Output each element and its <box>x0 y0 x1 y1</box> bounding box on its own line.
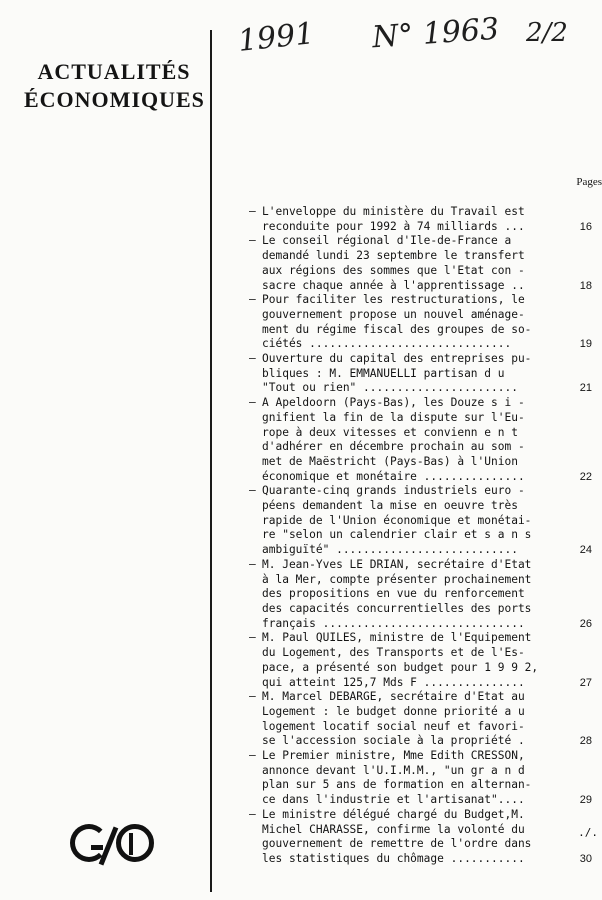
toc-entry-line: ambiguïté" ........................... <box>262 543 518 557</box>
toc-entry <box>249 807 592 867</box>
bullet-dash: – <box>249 234 256 248</box>
toc-entry <box>249 352 592 396</box>
toc-entry <box>249 557 592 632</box>
toc-entry-line: se l'accession sociale à la propriété . <box>262 734 525 748</box>
toc-page-number: 19 <box>579 338 592 351</box>
toc-entry <box>249 396 592 484</box>
toc-entry-line: L'enveloppe du ministère du Travail est <box>262 205 525 218</box>
handwritten-issue-number: N° 1963 <box>370 11 501 56</box>
bullet-dash: – <box>249 293 256 307</box>
toc-entry-line: économique et monétaire ............... <box>262 469 525 483</box>
toc-page-number: 27 <box>579 676 592 689</box>
toc-page-number: 26 <box>579 617 592 630</box>
toc-entry-line: annonce devant l'U.I.M.M., "un gr a n d <box>262 763 525 777</box>
toc-entry <box>249 484 592 558</box>
toc-entry-line: logement locatif social neuf et favori- <box>262 719 525 733</box>
toc-entry-line: aux régions des sommes que l'Etat con - <box>262 263 525 277</box>
publication-title <box>24 58 204 114</box>
gd-logo-icon <box>70 824 156 868</box>
toc-entry-line: demandé lundi 23 septembre le transfert <box>262 249 525 263</box>
toc-entry-line: ciétés .............................. <box>262 337 512 351</box>
toc-page-number: 24 <box>579 544 592 557</box>
toc-entry <box>249 234 592 293</box>
toc-entry <box>249 749 592 808</box>
bullet-dash: – <box>249 749 256 763</box>
toc-entry <box>249 690 592 749</box>
title-line-2: ÉCONOMIQUES <box>24 87 205 112</box>
toc-entry-line: rapide de l'Union économique et monétai- <box>262 513 532 527</box>
toc-entry-line: ce dans l'industrie et l'artisanat".... <box>262 793 525 807</box>
toc-entry-line: des propositions en vue du renforcement <box>262 587 525 601</box>
bullet-dash: – <box>249 557 256 571</box>
toc-entry-line: d'adhérer en décembre prochain au som - <box>262 440 525 454</box>
toc-entry-line: péens demandent la mise en oeuvre très <box>262 499 518 513</box>
toc-entry-line: du Logement, des Transports et de l'Es- <box>262 646 525 660</box>
toc-entry-line: à la Mer, compte présenter prochainement <box>262 572 532 586</box>
toc-entry-line: Le conseil régional d'Ile-de-France a <box>262 234 512 248</box>
toc-entry-line: "Tout ou rien" ....................... <box>262 381 518 395</box>
toc-entry <box>249 293 592 352</box>
toc-page-number: 30 <box>579 852 592 865</box>
toc-entry-line: M. Marcel DEBARGE, secrétaire d'Etat au <box>262 690 525 704</box>
toc-entry-line: A Apeldoorn (Pays-Bas), les Douze s i - <box>262 396 525 410</box>
vertical-rule <box>210 30 212 892</box>
toc-entry <box>249 205 592 234</box>
toc-entry-line: plan sur 5 ans de formation en alternan- <box>262 778 532 792</box>
toc-entry-line: Pour faciliter les restructurations, le <box>262 293 525 307</box>
toc-entry-line: gouvernement de remettre de l'ordre dans <box>262 837 532 851</box>
toc-page-number: 28 <box>579 735 592 748</box>
bullet-dash: – <box>249 631 256 645</box>
toc-entry-line: M. Paul QUILES, ministre de l'Equipement <box>262 631 532 645</box>
toc-entry <box>249 631 592 690</box>
toc-entry-line: Logement : le budget donne priorité a u <box>262 704 525 718</box>
toc-entry-line: français .............................. <box>262 616 525 630</box>
toc-entry-line: des capacités concurrentielles des ports <box>262 601 532 615</box>
toc-entry-line: Ouverture du capital des entreprises pu- <box>262 352 532 366</box>
toc-entry-line: Le Premier ministre, Mme Edith CRESSON, <box>262 749 525 763</box>
handwritten-sheet-number: 2/2 <box>526 18 568 48</box>
pages-column-header: Pages <box>576 176 602 188</box>
bullet-dash: – <box>249 807 256 821</box>
toc-entry-line: sacre chaque année à l'apprentissage .. <box>262 278 525 292</box>
toc-page-number: 21 <box>579 382 592 395</box>
toc-page-number: 29 <box>579 794 592 807</box>
toc-page-number: 18 <box>579 279 592 292</box>
title-line-1: ACTUALITÉS <box>37 59 191 84</box>
toc-entry-line: re "selon un calendrier clair et s a n s <box>262 528 532 542</box>
toc-entry-line: M. Jean-Yves LE DRIAN, secrétaire d'Etat <box>262 557 532 571</box>
handwritten-year: 1991 <box>236 16 316 59</box>
table-of-contents <box>249 205 592 867</box>
toc-entry-line: met de Maëstricht (Pays-Bas) à l'Union <box>262 454 518 468</box>
toc-entry-line: gnifient la fin de la dispute sur l'Eu- <box>262 410 525 424</box>
toc-entry-line: ment du régime fiscal des groupes de so- <box>262 322 532 336</box>
toc-entry-line: pace, a présenté son budget pour 1 9 9 2, <box>262 660 539 674</box>
bullet-dash: – <box>249 484 256 498</box>
bullet-dash: – <box>249 352 256 366</box>
toc-page-number: 16 <box>579 220 592 233</box>
toc-entry-line: Michel CHARASSE, confirme la volonté du <box>262 822 525 836</box>
toc-entry-line: bliques : M. EMMANUELLI partisan d u <box>262 366 505 380</box>
bullet-dash: – <box>249 205 256 218</box>
toc-page-number: 22 <box>579 470 592 483</box>
toc-entry-line: rope à deux vitesses et convienn e n t <box>262 425 518 439</box>
bullet-dash: – <box>249 396 256 410</box>
continued-marker: ./. <box>578 826 598 839</box>
toc-entry-line: gouvernement propose un nouvel aménage- <box>262 307 525 321</box>
toc-entry-line: Le ministre délégué chargé du Budget,M. <box>262 807 525 821</box>
bullet-dash: – <box>249 690 256 704</box>
toc-entry-line: Quarante-cinq grands industriels euro - <box>262 484 525 498</box>
toc-entry-line: reconduite pour 1992 à 74 milliards ... <box>262 219 525 233</box>
toc-entry-line: les statistiques du chômage ........... <box>262 851 525 865</box>
toc-entry-line: qui atteint 125,7 Mds F ............... <box>262 675 525 689</box>
